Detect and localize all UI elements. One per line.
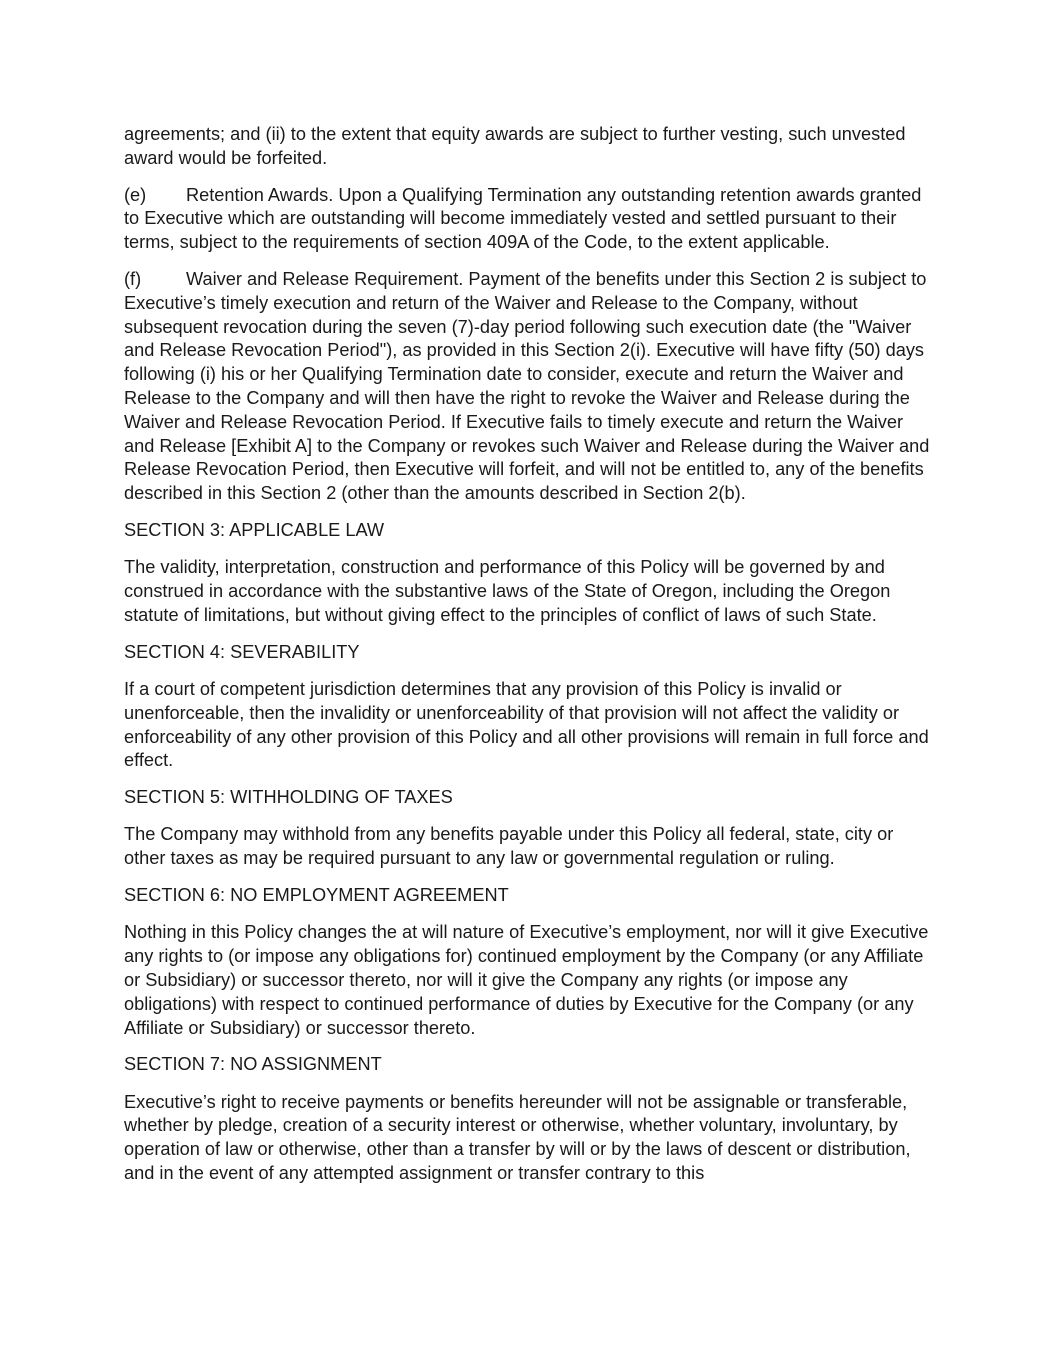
section-6-heading: SECTION 6: NO EMPLOYMENT AGREEMENT [124,885,509,906]
section-6-body: Nothing in this Policy changes the at will nature of Executive’s employment, nor will it give Executive any rights to (or impose any obligations for) continued employment by the Company (or any Affiliate or Subsidiary) or successor thereto, nor will it give the Company any rights (or impose any obligations) with respect to continued performance of duties by Executive for the Company (or any Affiliate or Subsidiary) or successor thereto. [124,922,929,1038]
section-3-heading: SECTION 3: APPLICABLE LAW [124,519,385,540]
section-5-heading: SECTION 5: WITHHOLDING OF TAXES [124,787,453,808]
section-5-body: The Company may withhold from any benefits payable under this Policy all federal, state, city or other taxes as may be required pursuant to any law or governmental regulation or ruling. [124,824,894,869]
item-f-label: (f) [124,268,142,289]
section-7-heading: SECTION 7: NO ASSIGNMENT [124,1054,382,1075]
section-7-body: Executive’s right to receive payments or benefits hereunder will not be assignable or transferable, whether by pledge, creation of a security interest or otherwise, whether voluntary, involuntary, by operation of law or otherwise, other than a transfer by will or by the laws of descent or distribution, and in the event of any attempted assignment or transfer contrary to this [124,1091,911,1183]
item-e-label: (e) [124,184,147,205]
section-4-body: If a court of competent jurisdiction determines that any provision of this Policy is invalid or unenforceable, then the invalidity or unenforceability of that provision will not affect the validity or enforceability of any other provision of this Policy and all other provisions will remain in full force and effect. [124,678,929,771]
intro-paragraph: agreements; and (ii) to the extent that equity awards are subject to further vesting, such unvested award would be forfeited. [124,124,906,168]
document-page [124,123,934,1199]
item-f-text: Waiver and Release Requirement. Payment of the benefits under this Section 2 is subject to Executive’s timely execution and return of the Waiver and Release to the Company, without subsequent revocation during the seven (7)-day period following such execution date (the "Waiver and Release Revocation Period"), as provided in this Section 2(i). Executive will have fifty (50) days following (i) his or her Qualifying Termination date to consider, execute and return the Waiver and Release to the Company and will then have the right to revoke the Waiver and Release during the Waiver and Release Revocation Period. If Executive fails to timely execute and return the Waiver and Release [Exhibit A] to the Company or revokes such Waiver and Release during the Waiver and Release Revocation Period, then Executive will forfeit, and will not be entitled to, any of the benefits described in this Section 2 (other than the amounts described in Section 2(b). [124,268,930,504]
section-3-body: The validity, interpretation, construction and performance of this Policy will be governed by and construed in accordance with the substantive laws of the State of Oregon, including the Oregon statute of limitations, but without giving effect to the principles of conflict of laws of such State. [124,557,891,625]
item-f-paragraph [124,268,934,506]
section-4-heading: SECTION 4: SEVERABILITY [124,641,360,662]
item-e-text: Retention Awards. Upon a Qualifying Termination any outstanding retention awards granted to Executive which are outstanding will become immediately vested and settled pursuant to their terms, subject to the requirements of section 409A of the Code, to the extent applicable. [124,184,922,253]
item-e-paragraph [124,184,934,255]
